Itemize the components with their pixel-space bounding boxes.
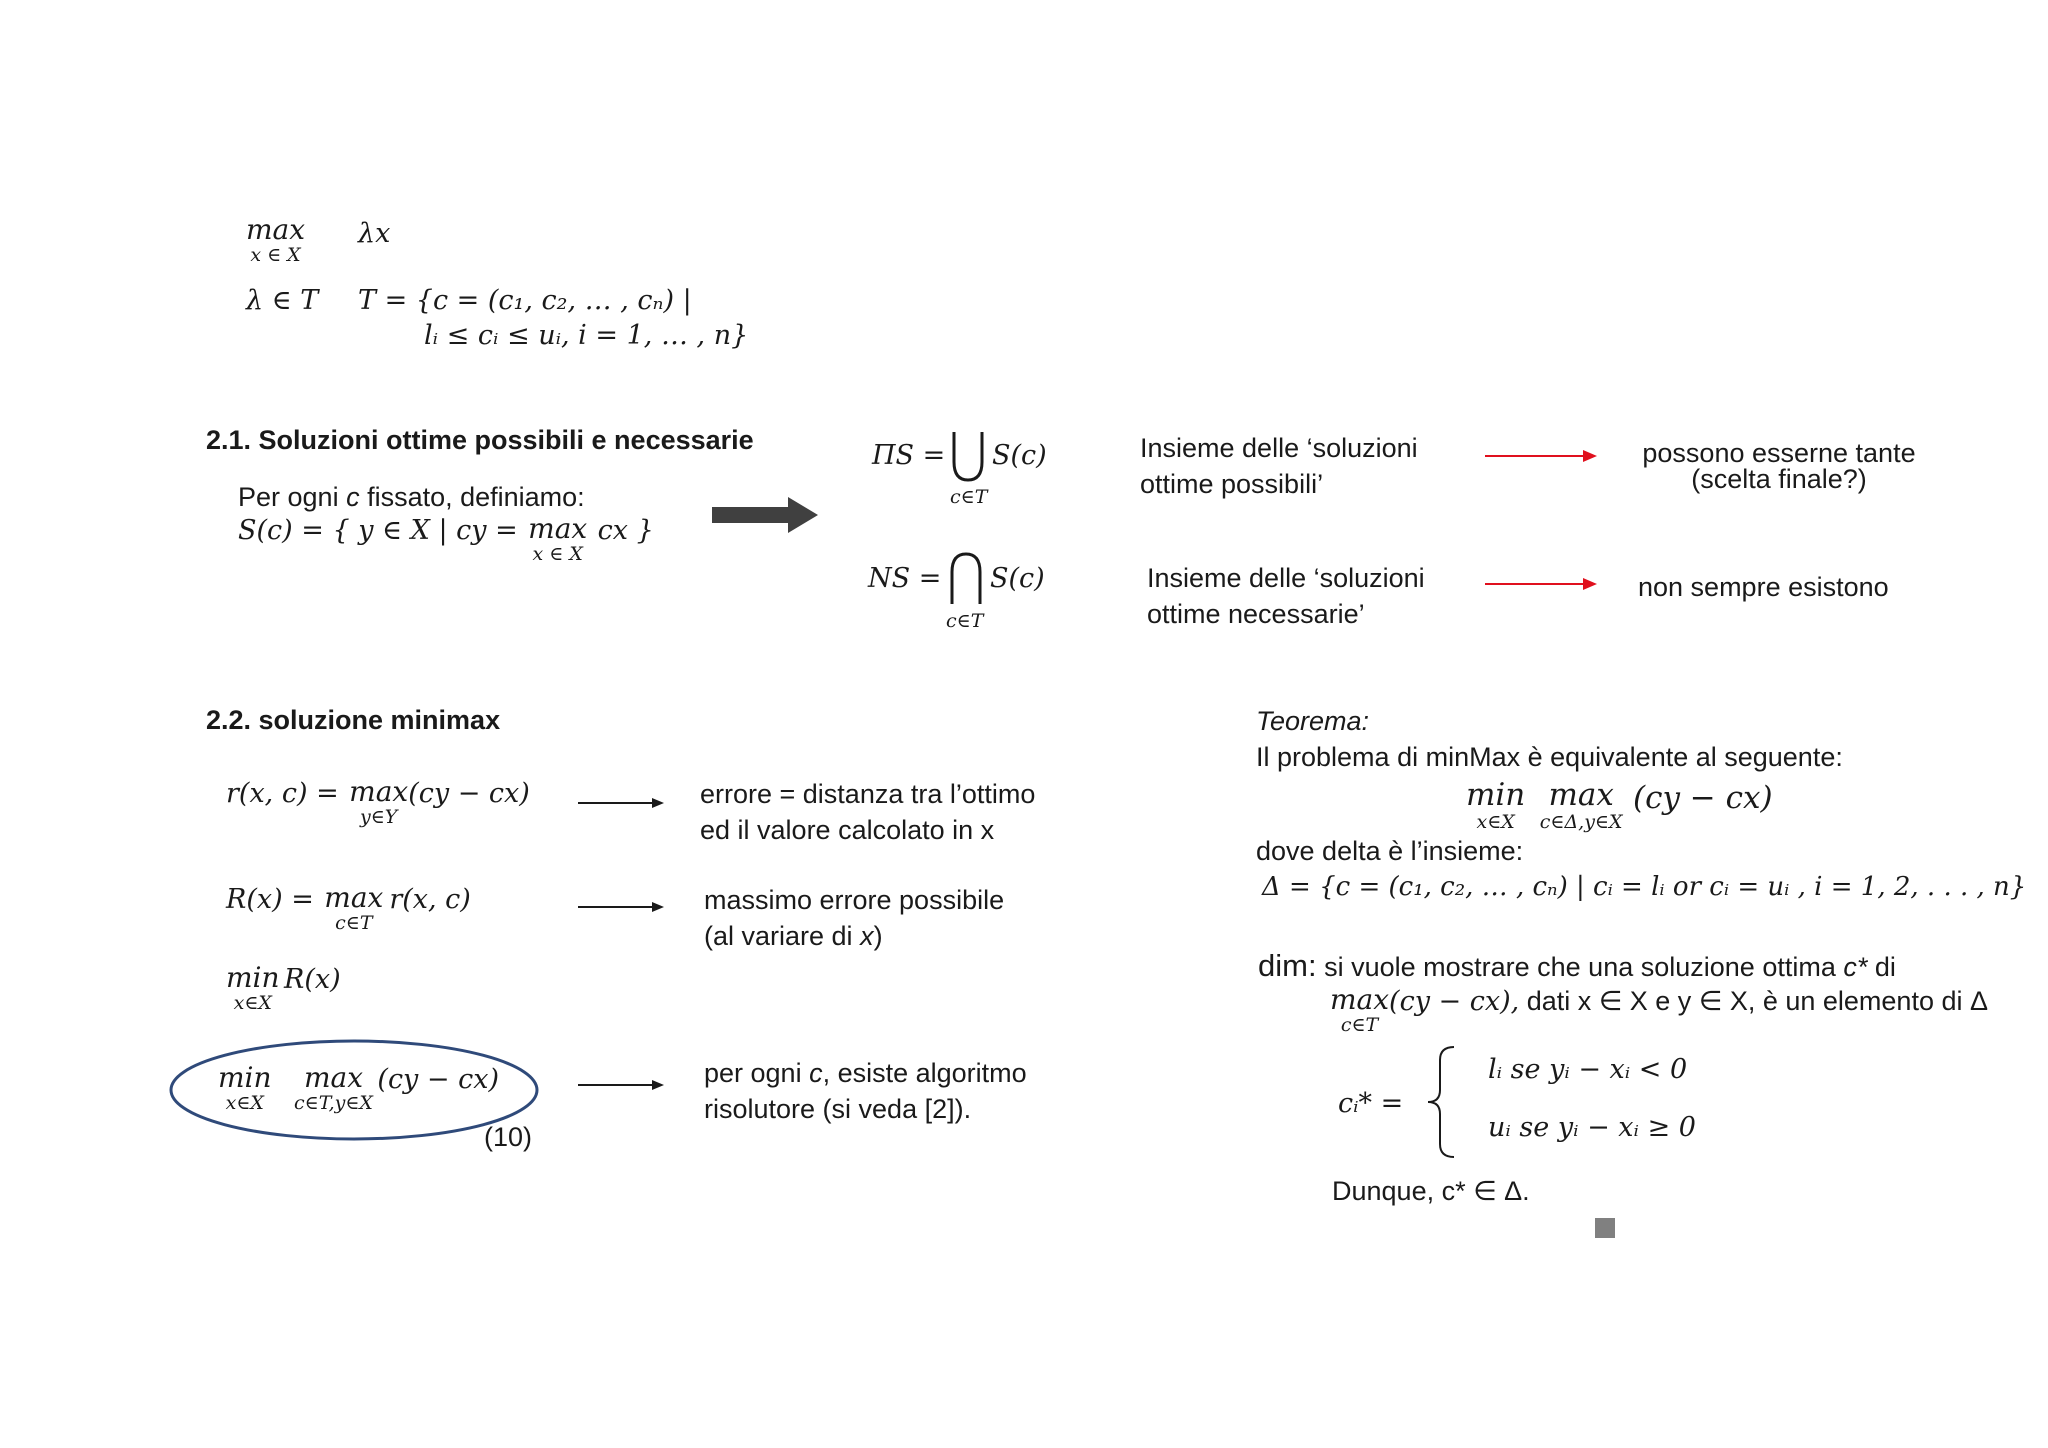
r-note: errore = distanza tra l’ottimo ed il valore calcolato in x	[700, 779, 1036, 845]
qed-square-icon	[1595, 1218, 1615, 1238]
section-2-2-heading: 2.2. soluzione minimax	[206, 705, 501, 735]
equation-number: (10)	[484, 1122, 533, 1152]
c-star-lhs: cᵢ* =	[1338, 1088, 1404, 1119]
N-S-subscript: c∈T	[946, 610, 984, 632]
proof-conclusion: Dunque, c* ∈ Δ.	[1332, 1176, 1530, 1206]
arrow-R	[578, 900, 664, 914]
case-lower: lᵢ se yᵢ − xᵢ < 0	[1488, 1054, 1688, 1085]
delta-definition: Δ = {c = (c₁, c₂, … , cₙ) | cᵢ = lᵢ or cᵢ = uᵢ , i = 1, 2, . . . , n}	[1262, 872, 2027, 902]
big-intersection-icon	[946, 550, 986, 608]
red-arrow-possible	[1485, 448, 1597, 464]
top-max-operator: max x ∈ X	[246, 213, 306, 266]
theorem-title: Teorema:	[1256, 706, 1370, 736]
top-objective: λx	[358, 218, 391, 249]
lambda-in-T: λ ∈ T	[246, 285, 319, 316]
pi-S-rhs: S(c)	[992, 440, 1047, 471]
possible-solutions-label: Insieme delle ‘soluzioni ottime possibili’	[1140, 433, 1418, 499]
arrow-r	[578, 796, 664, 810]
implies-arrow	[712, 497, 818, 533]
T-definition-line1: T = {c = (c₁, c₂, … , cₙ) |	[358, 285, 692, 316]
possible-solutions-note: possono esserne tante (scelta finale?)	[1642, 438, 1916, 494]
arrow-minimax	[578, 1078, 664, 1092]
cases-brace	[1424, 1044, 1458, 1160]
theorem-statement: Il problema di minMax è equivalente al seguente:	[1256, 742, 1843, 772]
pi-S-lhs: ΠS =	[872, 440, 946, 471]
T-definition-line2: lᵢ ≤ cᵢ ≤ uᵢ, i = 1, … , n}	[424, 320, 749, 351]
section-2-1-intro: Per ogni c fissato, definiamo:	[238, 482, 585, 512]
R-definition: R(x) = max c∈T r(x, c)	[226, 881, 471, 934]
minimax-problem: min x∈X max c∈T,y∈X (cy − cx)	[218, 1061, 499, 1114]
big-union-icon	[948, 428, 988, 484]
delta-intro: dove delta è l’insieme:	[1256, 836, 1524, 866]
R-note: massimo errore possibile (al variare di x)	[704, 885, 1005, 951]
N-S-lhs: NS =	[868, 563, 942, 594]
section-2-1-heading: 2.1. Soluzioni ottime possibili e necessarie	[206, 425, 754, 455]
pi-S-subscript: c∈T	[950, 486, 988, 508]
red-arrow-necessary	[1485, 576, 1597, 592]
necessary-solutions-note: non sempre esistono	[1638, 572, 1889, 602]
S-of-c-definition: S(c) = { y ∈ X | cy = max x ∈ X cx }	[238, 512, 654, 565]
r-definition: r(x, c) = max y∈Y (cy − cx)	[226, 775, 530, 828]
proof-max-line: max c∈T (cy − cx), dati x ∈ X e y ∈ X, è un elemento di Δ	[1330, 983, 1989, 1036]
minimax-note: per ogni c, esiste algoritmo risolutore (si veda [2]).	[704, 1058, 1027, 1124]
necessary-solutions-label: Insieme delle ‘soluzioni ottime necessarie’	[1147, 563, 1425, 629]
proof-intro: dim: si vuole mostrare che una soluzione ottima c* di	[1258, 948, 1896, 983]
case-upper: uᵢ se yᵢ − xᵢ ≥ 0	[1488, 1112, 1696, 1143]
N-S-rhs: S(c)	[990, 563, 1045, 594]
min-R: min x∈X R(x)	[226, 961, 341, 1014]
theorem-equation: min x∈X max c∈Δ,y∈X (cy − cx)	[1466, 777, 1773, 833]
